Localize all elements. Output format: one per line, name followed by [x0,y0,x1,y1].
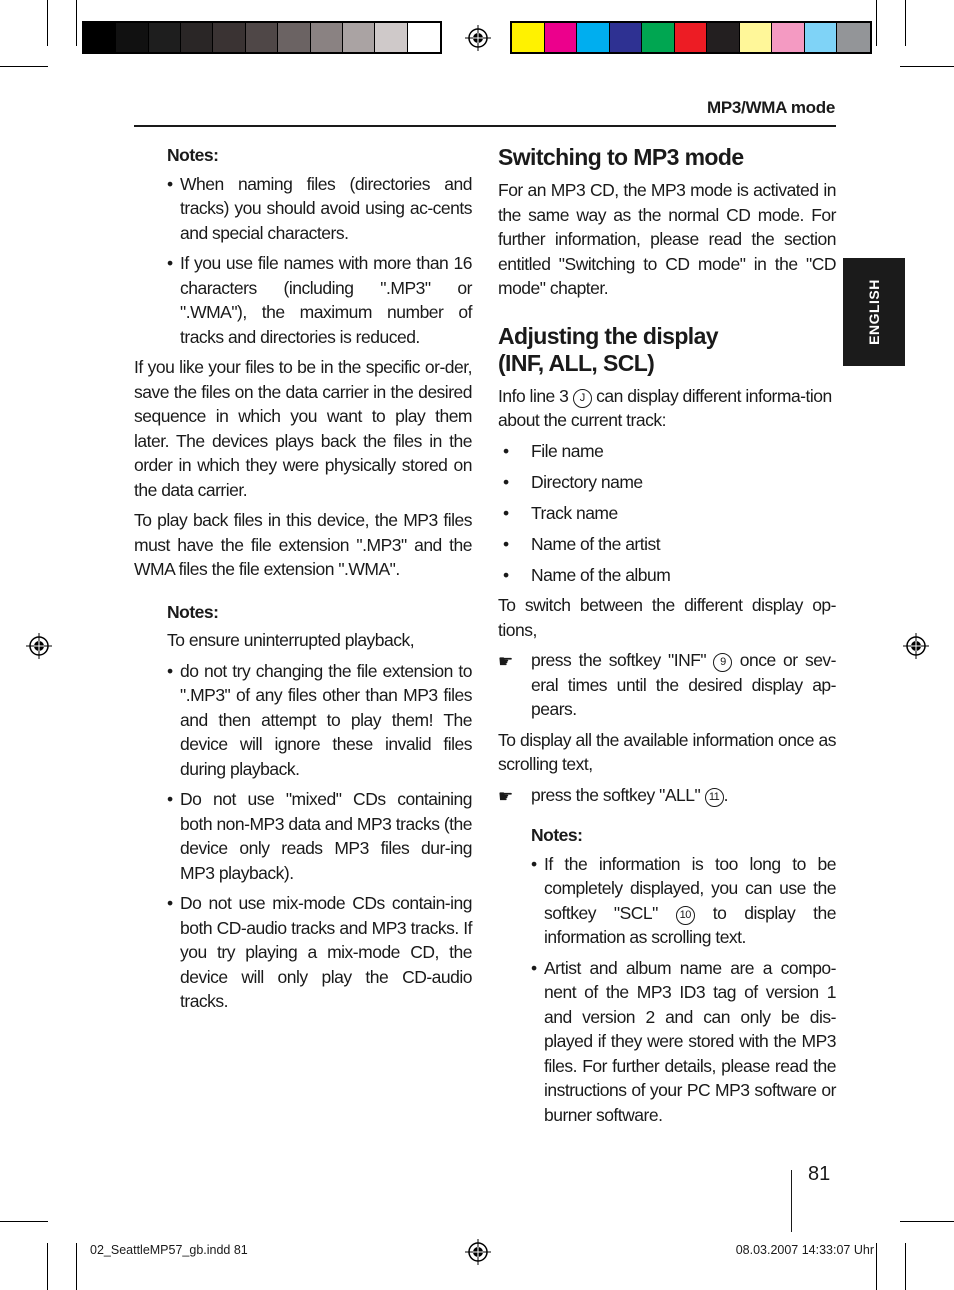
crop-mark [900,66,954,67]
step-list [498,783,836,808]
reference-marker: 11 [705,788,724,807]
step-item: ☛ press the softkey "ALL" 11 . [498,783,836,808]
list-item: • File name [503,440,604,461]
color-swatch [675,23,708,52]
color-swatch [805,23,838,52]
notes-block [167,600,472,1014]
color-swatch [740,23,773,52]
notes-heading: Notes: [531,825,583,845]
step-list [498,648,836,722]
notes-heading: Notes: [167,145,219,165]
color-swatch [772,23,805,52]
list-item: • If you use file names with more than 16 characters (including ".MP3" or ".WMA"), the maximum number of tracks and directories is reduced. [167,253,472,347]
body-paragraph: For an MP3 CD, the MP3 mode is activated in the same way as the normal CD mode. For further information, please read the section entitled "Switching to CD mode" in the "CD mode" chapter. [498,180,836,298]
registration-mark-icon [26,633,52,659]
color-swatch [278,23,310,52]
body-paragraph: If you like your files to be in the specific or-der, save the files on the data carrier in the desired sequence in which you want to play them later. The devices plays back the files in the order in which they were physically stored on the data carrier. [134,357,472,500]
crop-mark [76,0,77,46]
process-color-bar [510,21,872,54]
registration-mark-icon [903,633,929,659]
section-title: Adjusting the display (INF, ALL, SCL) [498,322,718,376]
notes-block [531,823,836,1127]
body-paragraph: To display all the available information once as scrolling text, [498,729,836,774]
step-item: ☛ press the softkey "INF" 9 once or sev-eral times until the desired display ap-pears. [498,650,837,719]
crop-mark [876,1243,877,1290]
list-item: • Do not use "mixed" CDs containing both non-MP3 data and MP3 tracks (the device only reads MP3 files dur-ing MP3 playback). [167,789,472,883]
crop-mark [905,1243,906,1290]
list-item: • Track name [503,502,618,523]
color-swatch [545,23,578,52]
list-item: • Name of the artist [503,533,661,554]
crop-mark [47,0,48,46]
list-item: • Name of the album [503,564,671,585]
notes-list [167,172,472,350]
reference-marker: J [573,389,592,408]
footer-file-info: 02_SeattleMP57_gb.indd 81 [90,1243,248,1257]
color-swatch [642,23,675,52]
registration-mark-icon [465,1239,491,1265]
crop-mark [0,1221,48,1222]
color-swatch [577,23,610,52]
notes-heading: Notes: [167,601,219,622]
crop-mark [905,0,906,46]
notes-intro: To ensure uninterrupted playback, [167,630,415,650]
crop-mark [76,1243,77,1290]
color-swatch [84,23,116,52]
body-paragraph: To switch between the different display op-tions, [498,595,836,640]
right-column [498,143,836,1127]
display-options-list [498,439,836,588]
list-item: • Artist and album name are a compo-nent of the MP3 ID3 tag of version 1 and version 2 and can only be dis-played if they were stored with the MP3 files. For further details, please read the instructions of your PC MP3 software or burner software. [531,957,836,1125]
notes-list [531,852,836,1128]
color-swatch [311,23,343,52]
header-rule [134,125,836,127]
pointing-hand-icon: ☛ [498,786,513,806]
reference-marker: 9 [713,653,732,672]
color-swatch [343,23,375,52]
color-swatch [181,23,213,52]
crop-mark [0,66,48,67]
page-number-rule [791,1170,792,1232]
color-swatch [837,23,870,52]
notes-block [167,143,472,349]
color-swatch [610,23,643,52]
body-paragraph: Info line 3 J can display different informa-tion about the current track: [498,385,832,430]
language-tab [843,258,905,366]
color-swatch [213,23,245,52]
pointing-hand-icon: ☛ [498,652,513,671]
grayscale-color-bar [82,21,442,54]
color-swatch [707,23,740,52]
running-header: MP3/WMA mode [707,98,835,117]
list-item: • Directory name [503,471,643,492]
notes-list [167,659,472,1014]
left-column [134,143,472,1014]
page-number: 81 [808,1163,831,1185]
section-title: Switching to MP3 mode [498,144,744,170]
color-swatch [512,23,545,52]
crop-mark [900,1221,954,1222]
color-swatch [408,23,440,52]
list-item: • do not try changing the file extension to ".MP3" of any files other than MP3 files and then attempt to play them! The device will ignore these invalid files during playback. [167,660,472,779]
footer-timestamp: 08.03.2007 14:33:07 Uhr [735,1243,874,1257]
reference-marker: 10 [676,906,695,925]
registration-mark-icon [465,25,491,51]
color-swatch [149,23,181,52]
list-item: • If the information is too long to be completely displayed, you can use the softkey "SCL" 10 to display the information as scrolling text. [531,853,836,947]
color-swatch [375,23,407,52]
list-item: • Do not use mix-mode CDs contain-ing both CD-audio tracks and MP3 tracks. If you try playing a mix-mode CD, the device will only play the CD-audio tracks. [167,893,472,1011]
crop-mark [47,1243,48,1290]
color-swatch [116,23,148,52]
list-item: • When naming files (directories and tracks) you should avoid using ac-cents and special characters. [167,173,472,243]
body-paragraph: To play back files in this device, the MP3 files must have the file extension ".MP3" and the WMA files the file extension ".WMA". [134,510,472,579]
color-swatch [246,23,278,52]
crop-mark [876,0,877,46]
language-tab-label: ENGLISH [866,279,883,345]
